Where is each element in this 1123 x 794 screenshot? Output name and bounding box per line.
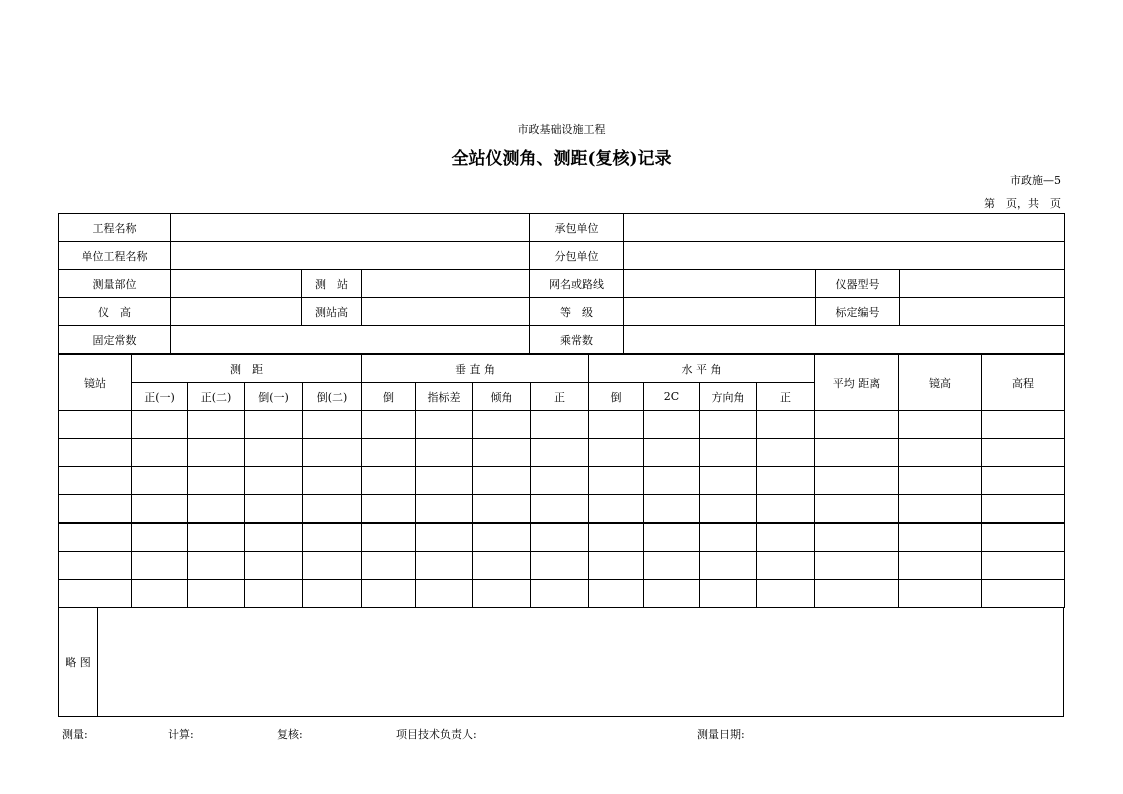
sub-header: 倒 xyxy=(589,383,644,411)
table-cell[interactable] xyxy=(982,439,1065,467)
table-cell[interactable] xyxy=(473,411,531,439)
table-cell[interactable] xyxy=(362,411,416,439)
table-cell[interactable] xyxy=(531,580,589,608)
form-subtitle: 市政基础设施工程 xyxy=(517,123,606,136)
sub-header: 倾角 xyxy=(473,383,531,411)
table-cell[interactable] xyxy=(188,580,245,608)
table-cell[interactable] xyxy=(899,411,982,439)
table-cell[interactable] xyxy=(303,580,362,608)
sketch-label: 略 图 xyxy=(59,608,98,716)
table-cell[interactable] xyxy=(188,439,245,467)
table-cell[interactable] xyxy=(982,580,1065,608)
table-cell[interactable] xyxy=(416,552,473,580)
table-cell[interactable] xyxy=(815,580,899,608)
sub-header: 倒 xyxy=(362,383,416,411)
table-cell[interactable] xyxy=(245,411,303,439)
instrument-height-field[interactable] xyxy=(171,298,302,326)
table-cell[interactable] xyxy=(982,467,1065,495)
table-cell[interactable] xyxy=(982,411,1065,439)
table-cell[interactable] xyxy=(132,495,188,524)
table-cell[interactable] xyxy=(416,411,473,439)
sub-header: 正(一) xyxy=(132,383,188,411)
table-cell[interactable] xyxy=(362,439,416,467)
table-cell[interactable] xyxy=(362,552,416,580)
table-cell[interactable] xyxy=(132,411,188,439)
table-cell[interactable] xyxy=(531,411,589,439)
table-cell[interactable] xyxy=(303,411,362,439)
table-cell[interactable] xyxy=(245,495,303,524)
table-cell[interactable] xyxy=(188,467,245,495)
table-cell[interactable] xyxy=(700,495,757,524)
table-cell[interactable] xyxy=(815,552,899,580)
network-route-field[interactable] xyxy=(624,270,816,298)
sketch-area[interactable] xyxy=(58,607,1064,717)
calibration-no-field[interactable] xyxy=(900,298,1065,326)
table-cell[interactable] xyxy=(757,495,815,524)
table-cell[interactable] xyxy=(899,467,982,495)
table-cell[interactable] xyxy=(303,495,362,524)
sub-header: 倒(二) xyxy=(303,383,362,411)
sub-header: 正 xyxy=(757,383,815,411)
table-cell[interactable] xyxy=(416,580,473,608)
table-cell[interactable] xyxy=(531,467,589,495)
table-cell[interactable] xyxy=(589,411,644,439)
table-cell[interactable] xyxy=(700,523,757,552)
table-cell[interactable] xyxy=(982,523,1065,552)
contractor-label: 承包单位 xyxy=(530,214,624,242)
table-row xyxy=(59,439,1065,467)
table-cell[interactable] xyxy=(362,495,416,524)
table-cell[interactable] xyxy=(303,467,362,495)
table-cell[interactable] xyxy=(59,411,132,439)
station-label: 测 站 xyxy=(302,270,362,298)
fixed-constant-field[interactable] xyxy=(171,326,530,354)
data-rows xyxy=(59,411,1065,608)
distance-header: 测 距 xyxy=(132,355,362,383)
table-cell[interactable] xyxy=(815,411,899,439)
footer-tech-lead: 项目技术负责人: xyxy=(396,728,477,741)
calibration-no-label: 标定编号 xyxy=(816,298,900,326)
table-cell[interactable] xyxy=(362,523,416,552)
multiply-constant-field[interactable] xyxy=(624,326,1065,354)
table-cell[interactable] xyxy=(473,439,531,467)
table-row xyxy=(59,411,1065,439)
form-code: 市政施—5 xyxy=(1010,174,1061,187)
subcontractor-field[interactable] xyxy=(624,242,1065,270)
project-name-field[interactable] xyxy=(171,214,530,242)
multiply-constant-label: 乘常数 xyxy=(530,326,624,354)
table-cell[interactable] xyxy=(899,439,982,467)
sub-header: 正(二) xyxy=(188,383,245,411)
table-cell[interactable] xyxy=(416,467,473,495)
table-cell[interactable] xyxy=(815,467,899,495)
subcontractor-label: 分包单位 xyxy=(530,242,624,270)
table-cell[interactable] xyxy=(132,439,188,467)
unit-project-field[interactable] xyxy=(171,242,530,270)
unit-project-label: 单位工程名称 xyxy=(59,242,171,270)
table-cell[interactable] xyxy=(757,439,815,467)
table-row xyxy=(59,467,1065,495)
info-table xyxy=(58,213,1065,354)
measurement-table xyxy=(58,354,1065,608)
station-height-field[interactable] xyxy=(362,298,530,326)
footer-date: 测量日期: xyxy=(697,728,745,741)
table-cell[interactable] xyxy=(757,467,815,495)
footer-calc: 计算: xyxy=(168,728,194,741)
table-row xyxy=(59,523,1065,552)
table-cell[interactable] xyxy=(59,439,132,467)
sub-header: 指标差 xyxy=(416,383,473,411)
table-cell[interactable] xyxy=(132,523,188,552)
table-cell[interactable] xyxy=(473,580,531,608)
sub-header: 2C xyxy=(644,383,700,411)
table-cell[interactable] xyxy=(899,580,982,608)
station-height-label: 测站高 xyxy=(302,298,362,326)
table-cell[interactable] xyxy=(132,552,188,580)
grade-label: 等 级 xyxy=(530,298,624,326)
table-cell[interactable] xyxy=(589,467,644,495)
table-cell[interactable] xyxy=(245,552,303,580)
table-cell[interactable] xyxy=(416,495,473,524)
table-row xyxy=(59,580,1065,608)
table-cell[interactable] xyxy=(589,552,644,580)
survey-part-label: 测量部位 xyxy=(59,270,171,298)
table-cell[interactable] xyxy=(59,495,132,524)
table-cell[interactable] xyxy=(59,552,132,580)
table-cell[interactable] xyxy=(700,580,757,608)
table-cell[interactable] xyxy=(531,439,589,467)
table-cell[interactable] xyxy=(188,495,245,524)
table-cell[interactable] xyxy=(589,580,644,608)
table-row xyxy=(59,552,1065,580)
table-cell[interactable] xyxy=(132,467,188,495)
table-cell[interactable] xyxy=(473,523,531,552)
table-cell[interactable] xyxy=(757,523,815,552)
table-cell[interactable] xyxy=(59,523,132,552)
vertical-angle-header: 垂 直 角 xyxy=(362,355,589,383)
table-cell[interactable] xyxy=(644,467,700,495)
table-cell[interactable] xyxy=(245,523,303,552)
table-cell[interactable] xyxy=(644,552,700,580)
footer-measure: 测量: xyxy=(62,728,88,741)
table-cell[interactable] xyxy=(644,439,700,467)
table-cell[interactable] xyxy=(245,439,303,467)
table-cell[interactable] xyxy=(362,580,416,608)
table-cell[interactable] xyxy=(132,580,188,608)
table-cell[interactable] xyxy=(473,467,531,495)
mirror-station-header: 镜站 xyxy=(59,355,132,411)
table-cell[interactable] xyxy=(644,495,700,524)
table-cell[interactable] xyxy=(245,467,303,495)
table-cell[interactable] xyxy=(245,580,303,608)
table-cell[interactable] xyxy=(644,411,700,439)
station-field[interactable] xyxy=(362,270,530,298)
table-cell[interactable] xyxy=(757,552,815,580)
instrument-model-field[interactable] xyxy=(900,270,1065,298)
table-cell[interactable] xyxy=(700,467,757,495)
fixed-constant-label: 固定常数 xyxy=(59,326,171,354)
table-cell[interactable] xyxy=(644,580,700,608)
table-cell[interactable] xyxy=(303,552,362,580)
page-title: 全站仪测角、测距(复核)记录 xyxy=(451,149,672,169)
survey-part-field[interactable] xyxy=(171,270,302,298)
elevation-header: 高程 xyxy=(982,355,1065,411)
footer-review: 复核: xyxy=(277,728,303,741)
contractor-field[interactable] xyxy=(624,214,1065,242)
table-cell[interactable] xyxy=(982,552,1065,580)
mirror-height-header: 镜高 xyxy=(899,355,982,411)
network-route-label: 网名或路线 xyxy=(530,270,624,298)
table-cell[interactable] xyxy=(188,552,245,580)
table-cell[interactable] xyxy=(473,552,531,580)
table-cell[interactable] xyxy=(899,495,982,524)
table-cell[interactable] xyxy=(59,580,132,608)
table-cell[interactable] xyxy=(899,552,982,580)
page-number-label: 第 页，共 页 xyxy=(984,197,1061,210)
table-cell[interactable] xyxy=(700,411,757,439)
table-cell[interactable] xyxy=(589,523,644,552)
table-cell[interactable] xyxy=(700,439,757,467)
table-cell[interactable] xyxy=(188,411,245,439)
sub-header: 方向角 xyxy=(700,383,757,411)
sub-header: 正 xyxy=(531,383,589,411)
table-cell[interactable] xyxy=(473,495,531,524)
table-cell[interactable] xyxy=(899,523,982,552)
sub-header: 倒(一) xyxy=(245,383,303,411)
instrument-model-label: 仪器型号 xyxy=(816,270,900,298)
table-cell[interactable] xyxy=(188,523,245,552)
table-cell[interactable] xyxy=(982,495,1065,524)
table-cell[interactable] xyxy=(700,552,757,580)
project-name-label: 工程名称 xyxy=(59,214,171,242)
table-cell[interactable] xyxy=(815,523,899,552)
table-cell[interactable] xyxy=(815,439,899,467)
table-cell[interactable] xyxy=(531,552,589,580)
instrument-height-label: 仪 高 xyxy=(59,298,171,326)
grade-field[interactable] xyxy=(624,298,816,326)
table-cell[interactable] xyxy=(303,439,362,467)
table-cell[interactable] xyxy=(416,523,473,552)
table-cell[interactable] xyxy=(362,467,416,495)
table-cell[interactable] xyxy=(531,523,589,552)
table-cell[interactable] xyxy=(303,523,362,552)
table-cell[interactable] xyxy=(59,467,132,495)
horizontal-angle-header: 水 平 角 xyxy=(589,355,815,383)
table-cell[interactable] xyxy=(815,495,899,524)
table-row xyxy=(59,495,1065,524)
table-cell[interactable] xyxy=(757,411,815,439)
table-cell[interactable] xyxy=(531,495,589,524)
table-cell[interactable] xyxy=(589,495,644,524)
table-cell[interactable] xyxy=(416,439,473,467)
table-cell[interactable] xyxy=(589,439,644,467)
table-cell[interactable] xyxy=(757,580,815,608)
avg-distance-header: 平均 距离 xyxy=(815,355,899,411)
table-cell[interactable] xyxy=(644,523,700,552)
